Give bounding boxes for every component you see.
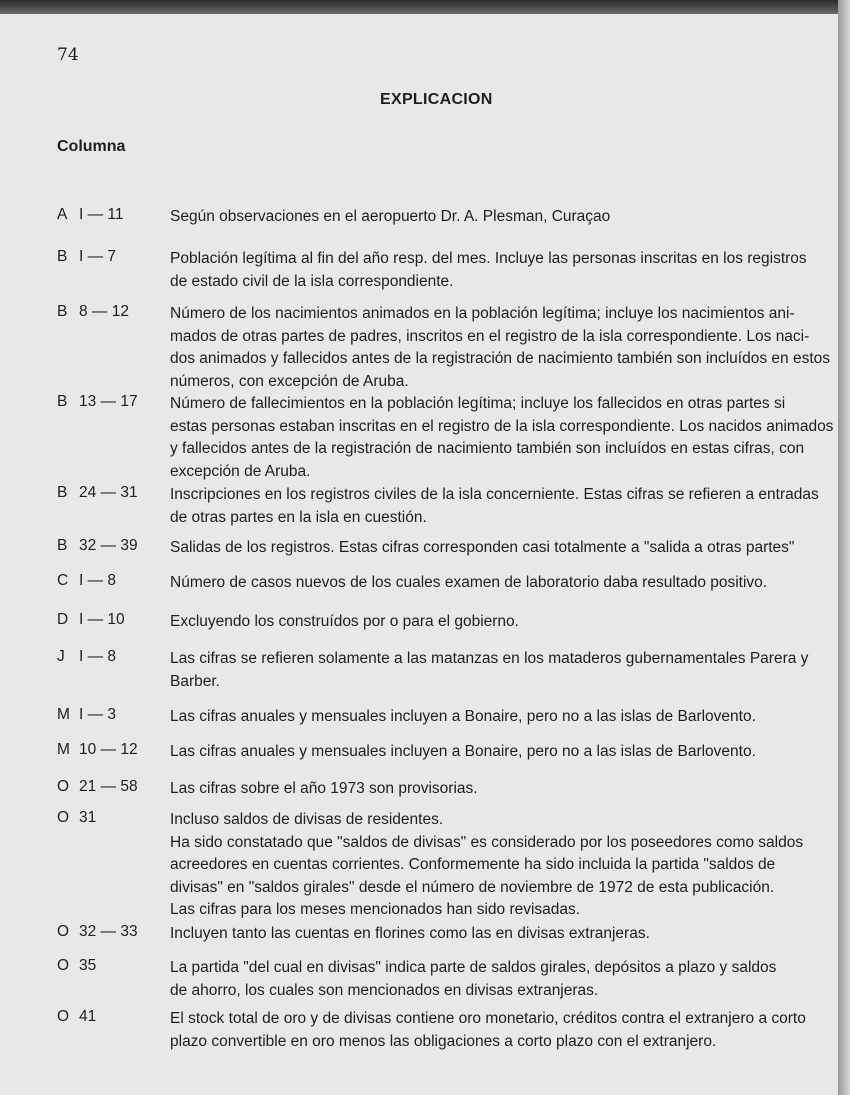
entry-text	[170, 648, 808, 693]
page-title: EXPLICACION	[380, 91, 493, 108]
text-line: Las cifras se refieren solamente a las matanzas en los mataderos gubernamentales Parera y	[170, 650, 809, 667]
table-letter: B	[57, 393, 68, 410]
text-line: Ha sido constatado que "saldos de divisas" es considerado por los poseedores como saldos	[170, 833, 804, 851]
column-range: 35	[79, 957, 97, 974]
entry-text	[170, 778, 478, 801]
text-line: plazo convertible en oro menos las obligaciones a corto plazo con el extranjero.	[170, 1032, 717, 1050]
table-letter: B	[57, 484, 68, 501]
entry-text	[170, 248, 807, 293]
table-letter: B	[57, 248, 68, 265]
text-line: La partida "del cual en divisas" indica parte de saldos girales, depósitos a plazo y saldos	[170, 959, 777, 976]
column-code	[57, 206, 124, 224]
entry-text	[170, 537, 794, 560]
text-line: El stock total de oro y de divisas contiene oro monetario, créditos contra el extranjero a corto	[170, 1010, 806, 1027]
table-letter: O	[57, 1008, 70, 1025]
column-range: I — 3	[79, 706, 117, 723]
table-letter: B	[57, 537, 68, 554]
column-code	[57, 393, 138, 411]
entry-text	[170, 741, 756, 764]
column-range: 8 — 12	[79, 303, 129, 320]
text-line: Número de los nacimientos animados en la población legítima; incluye los nacimientos ani-	[170, 305, 795, 322]
text-line: Según observaciones en el aeropuerto Dr. A. Plesman, Curaçao	[170, 208, 611, 225]
table-letter: A	[57, 206, 68, 223]
column-code	[57, 923, 138, 941]
text-line: Número de fallecimientos en la población legítima; incluye los fallecidos en otras partes si	[170, 395, 786, 412]
column-code	[57, 1008, 96, 1026]
column-range: 10 — 12	[79, 741, 138, 758]
table-letter: J	[57, 648, 65, 665]
text-line: y fallecidos antes de la registración de nacimiento también son incluídos en estas cifras, con	[170, 440, 805, 457]
column-code	[57, 957, 96, 975]
text-line: de ahorro, los cuales son mencionados en divisas extranjeras.	[170, 981, 599, 999]
entry-text	[170, 706, 756, 729]
column-code	[57, 706, 116, 724]
text-line: mados de otras partes de padres, inscritos en el registro de la isla correspondiente. Los naci-	[170, 327, 810, 345]
column-range: I — 10	[79, 611, 125, 628]
table-letter: O	[57, 778, 70, 795]
column-range: 32 — 39	[79, 537, 138, 554]
column-code	[57, 611, 125, 629]
text-line: Excluyendo los construídos por o para el gobierno.	[170, 613, 519, 630]
text-line: Incluyen tanto las cuentas en florines como las en divisas extranjeras.	[170, 925, 650, 942]
entry-text	[170, 303, 830, 393]
text-line: dos animados y fallecidos antes de la registración de nacimiento también son incluídos en estos	[170, 350, 830, 367]
text-line: Inscripciones en los registros civiles de la isla concerniente. Estas cifras se refieren a entradas	[170, 486, 819, 503]
column-code	[57, 537, 138, 555]
column-code	[57, 303, 129, 321]
table-letter: M	[57, 706, 70, 723]
table-letter: O	[57, 923, 70, 940]
text-line: de estado civil de la isla correspondiente.	[170, 272, 454, 290]
table-letter: M	[57, 741, 70, 758]
column-range: I — 11	[79, 206, 124, 223]
column-code	[57, 572, 116, 590]
text-line: Salidas de los registros. Estas cifras corresponden casi totalmente a "salida a otras partes"	[170, 539, 795, 556]
column-code	[57, 248, 116, 266]
column-range: 13 — 17	[79, 393, 138, 410]
text-line: Las cifras anuales y mensuales incluyen a Bonaire, pero no a las islas de Barlovento.	[170, 743, 756, 760]
column-range: I — 8	[79, 648, 117, 665]
column-code	[57, 809, 96, 827]
table-letter: C	[57, 572, 69, 589]
entry-text	[170, 484, 819, 529]
text-line: estas personas estaban inscritas en el registro de la isla correspondiente. Los nacidos animados	[170, 417, 834, 435]
entry-text	[170, 809, 803, 922]
table-letter: O	[57, 957, 70, 974]
entry-text	[170, 1008, 806, 1053]
text-line: Población legítima al fin del año resp. del mes. Incluye las personas inscritas en los registros	[170, 250, 807, 267]
text-line: Las cifras para los meses mencionados han sido revisadas.	[170, 901, 581, 918]
scan-right-edge	[838, 0, 850, 1095]
text-line: Barber.	[170, 672, 220, 690]
table-letter: D	[57, 611, 69, 628]
text-line: excepción de Aruba.	[170, 462, 311, 480]
column-code	[57, 778, 138, 796]
column-range: 32 — 33	[79, 923, 138, 940]
table-letter: O	[57, 809, 70, 826]
column-range: I — 7	[79, 248, 117, 265]
column-range: 24 — 31	[79, 484, 138, 501]
text-line: Las cifras anuales y mensuales incluyen a Bonaire, pero no a las islas de Barlovento.	[170, 708, 756, 725]
entry-text	[170, 611, 519, 634]
entry-text	[170, 957, 776, 1002]
column-range: 31	[79, 809, 97, 826]
column-code	[57, 648, 116, 666]
entry-text	[170, 572, 767, 595]
page-number: 74	[57, 45, 79, 65]
column-code	[57, 484, 138, 502]
column-range: 21 — 58	[79, 778, 138, 795]
column-header: Columna	[57, 138, 126, 155]
entry-text	[170, 923, 650, 946]
text-line: números, con excepción de Aruba.	[170, 372, 409, 390]
text-line: acreedores en cuentas corrientes. Conformemente ha sido incluida la partida "saldos de	[170, 856, 776, 873]
text-line: de otras partes en la isla en cuestión.	[170, 508, 427, 526]
column-range: I — 8	[79, 572, 117, 589]
text-line: Las cifras sobre el año 1973 son provisorias.	[170, 780, 478, 797]
table-letter: B	[57, 303, 68, 320]
text-line: Número de casos nuevos de los cuales examen de laboratorio daba resultado positivo.	[170, 574, 768, 591]
column-code	[57, 741, 138, 759]
entry-text	[170, 393, 833, 483]
text-line: Incluso saldos de divisas de residentes.	[170, 811, 444, 828]
column-range: 41	[79, 1008, 97, 1025]
entry-text	[170, 206, 610, 229]
text-line: divisas" en "saldos girales" desde el número de noviembre de 1972 de esta publicación.	[170, 878, 775, 896]
